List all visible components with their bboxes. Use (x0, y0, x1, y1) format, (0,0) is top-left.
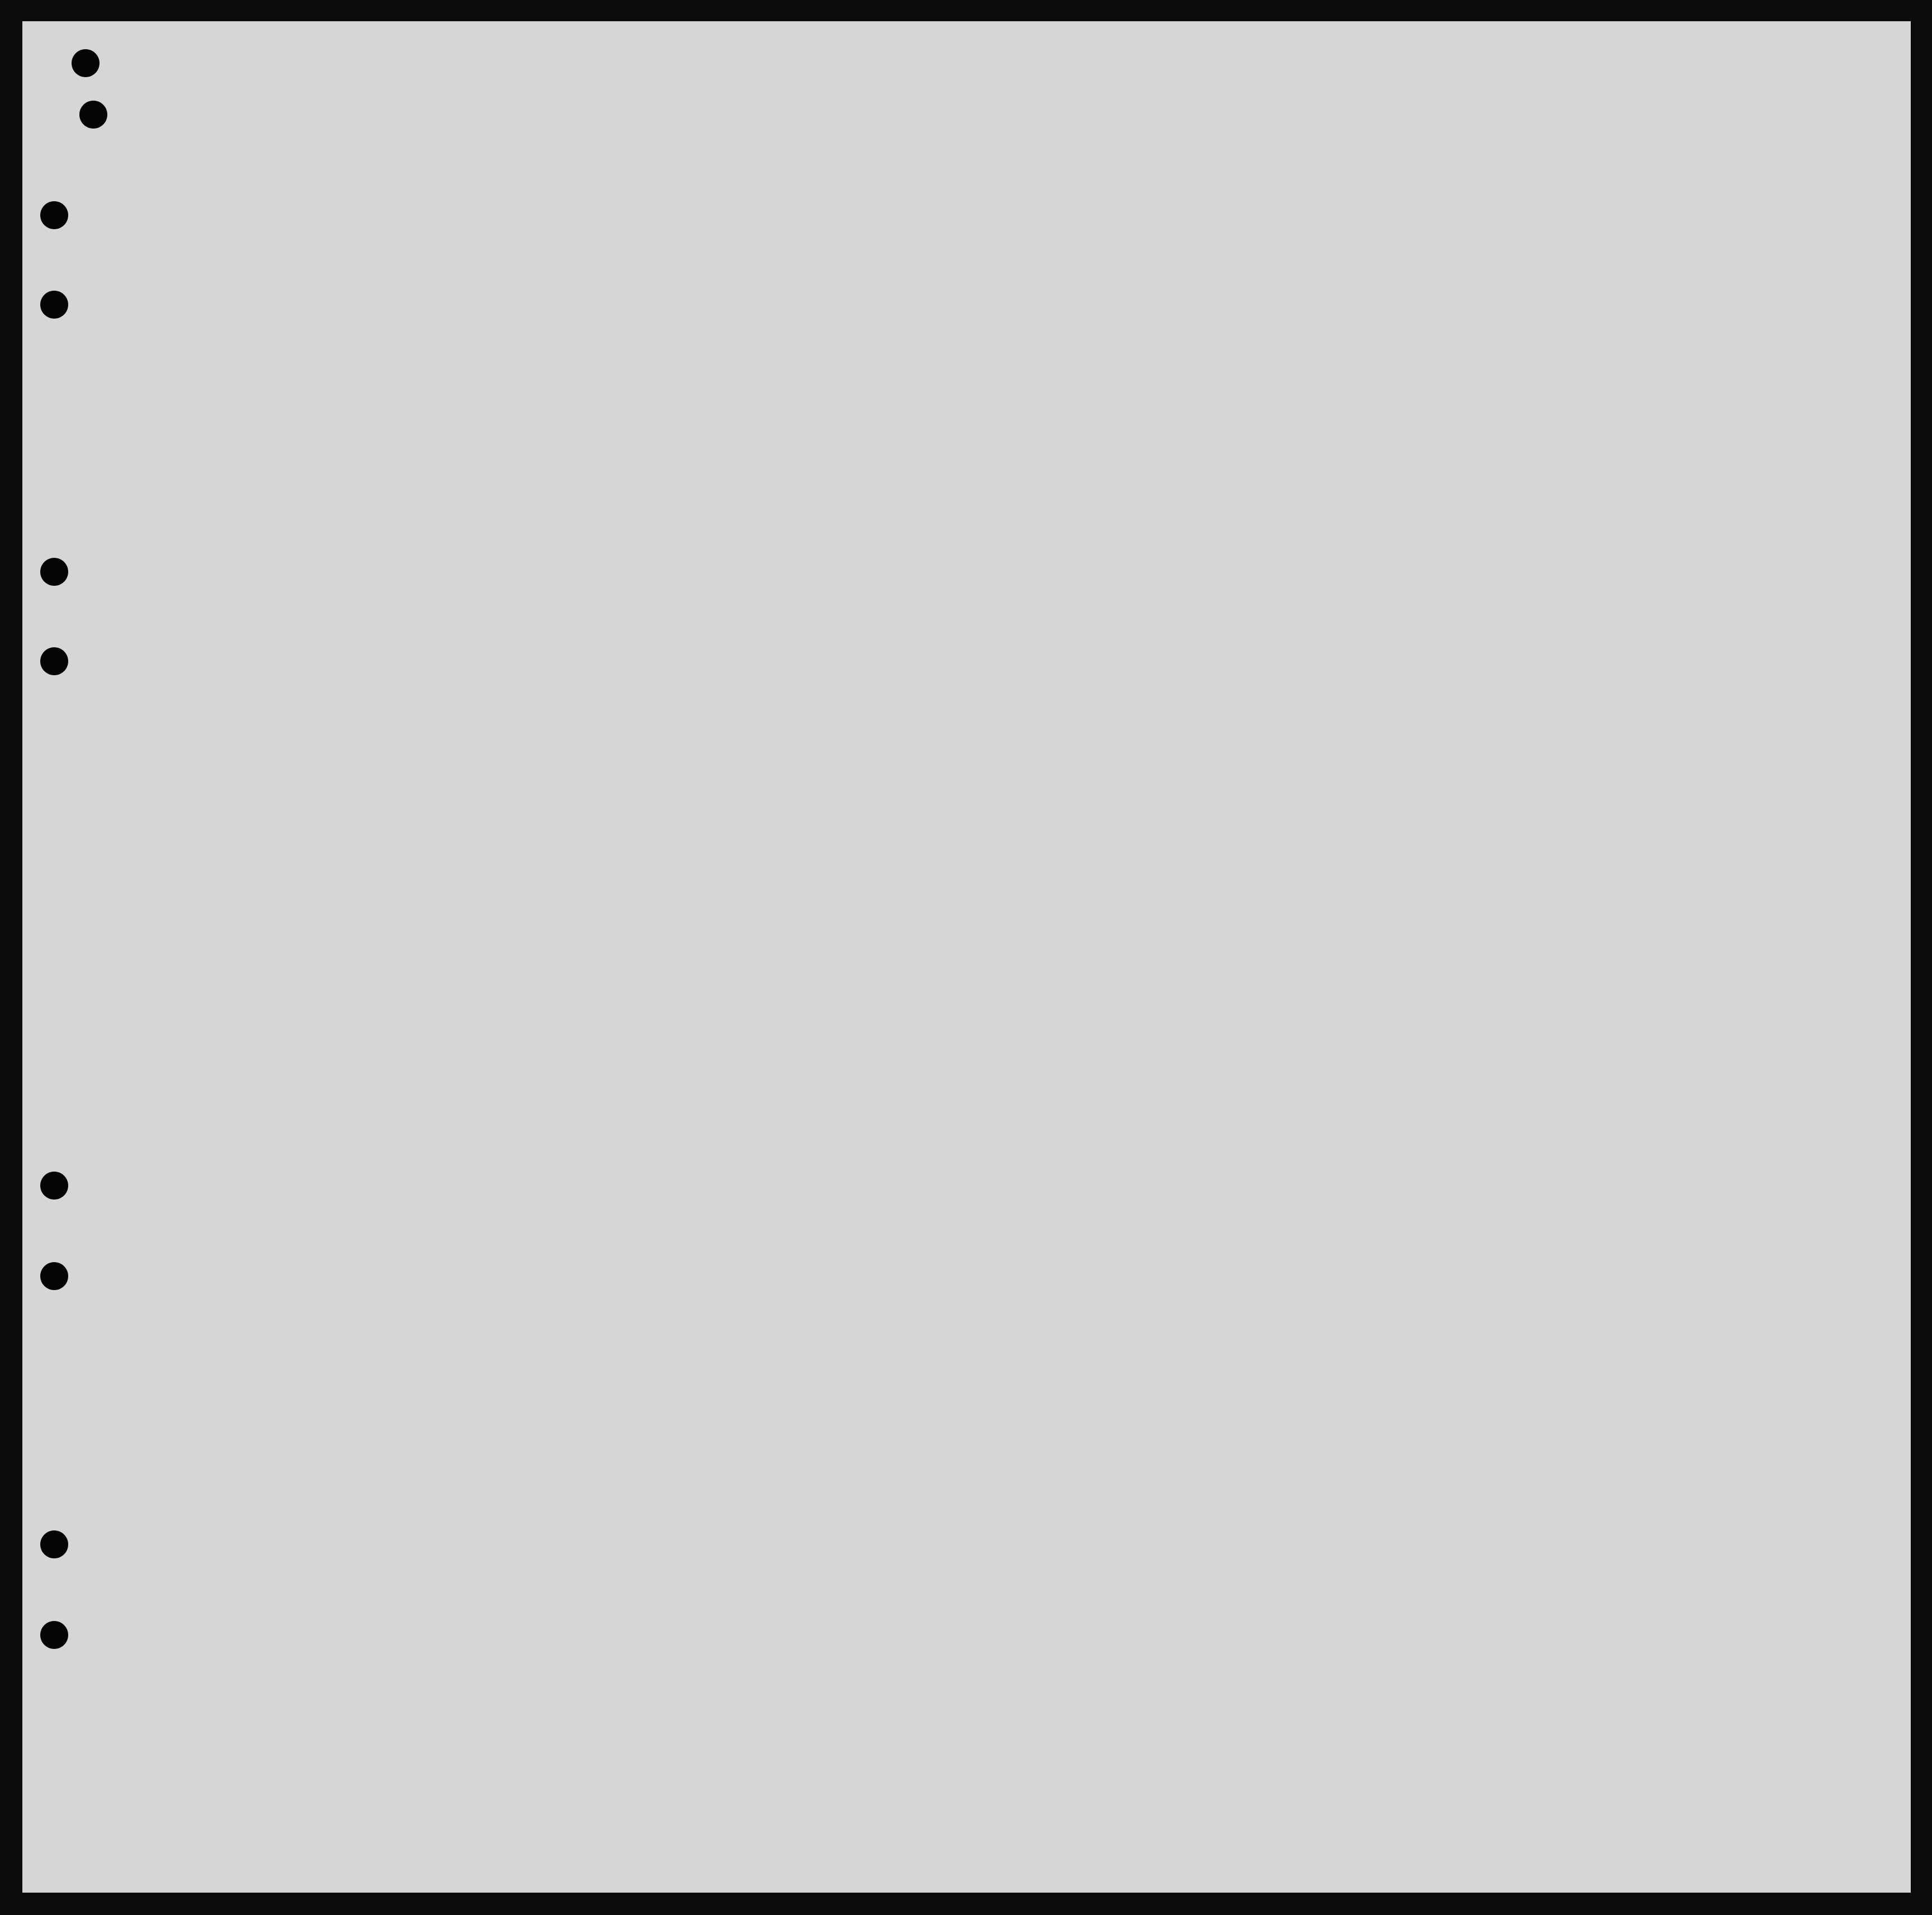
punch-hole (40, 558, 68, 586)
punch-hole (40, 647, 68, 675)
punch-hole (40, 1621, 68, 1649)
punch-hole (40, 1262, 68, 1290)
form-grid (22, 21, 1911, 1893)
punch-hole (40, 1172, 68, 1200)
punch-hole (40, 291, 68, 319)
punch-hole (79, 101, 107, 129)
punch-hole (72, 49, 100, 77)
manifest-sheet (22, 21, 1911, 1893)
punch-hole (40, 1530, 68, 1558)
punch-hole (40, 201, 68, 229)
